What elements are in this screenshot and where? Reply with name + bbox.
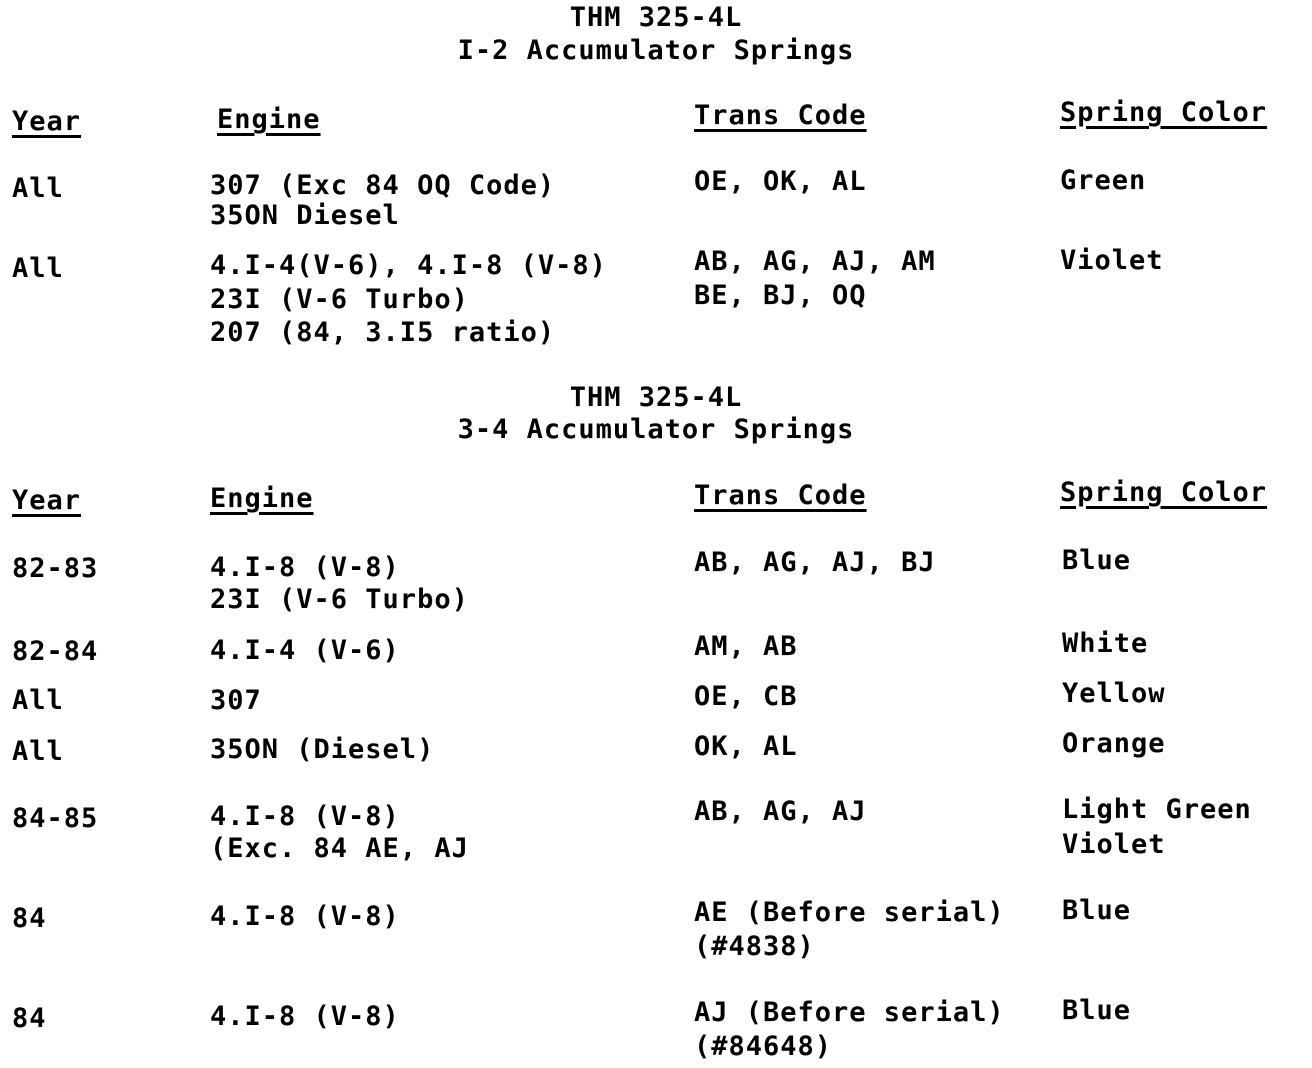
table-row-engine-line: 4.I-8 (V-8) xyxy=(210,1001,400,1032)
section1-header-year: Year xyxy=(12,106,82,137)
table-row-engine-line: 207 (84, 3.I5 ratio) xyxy=(210,317,556,348)
table-row-trans-code: AB, AG, AJ xyxy=(694,796,867,827)
table-row-engine-line: 4.I-4 (V-6) xyxy=(210,635,400,666)
table-row-spring-color: White xyxy=(1062,628,1149,659)
table-row-year: 82-83 xyxy=(12,553,99,584)
table-row-engine-line: 23I (V-6 Turbo) xyxy=(210,284,469,315)
table-row-spring-color: Light Green xyxy=(1062,794,1252,825)
table-row-engine-line: 4.I-8 (V-8) xyxy=(210,901,400,932)
table-row-trans-code: AB, AG, AJ, AM xyxy=(694,246,936,277)
table-row-engine-line: 4.I-8 (V-8) xyxy=(210,801,400,832)
table-row-trans-code: OE, CB xyxy=(694,681,798,712)
table-row-trans-code: (#84648) xyxy=(694,1031,833,1062)
table-row-trans-code: AB, AG, AJ, BJ xyxy=(694,547,936,578)
table-row-spring-color: Violet xyxy=(1062,829,1166,860)
table-row-trans-code: AE (Before serial) xyxy=(694,897,1005,928)
section1-header-engine: Engine xyxy=(217,104,321,135)
table-row-year: All xyxy=(12,173,64,204)
table-row-year: 84-85 xyxy=(12,803,99,834)
section2-header-spring-color: Spring Color xyxy=(1060,477,1268,508)
table-row-spring-color: Blue xyxy=(1062,895,1132,926)
table-row-year: 84 xyxy=(12,1003,47,1034)
table-row-spring-color: Violet xyxy=(1060,245,1164,276)
table-row-year: All xyxy=(12,685,64,716)
table-row-engine-line: 307 (Exc 84 OQ Code) xyxy=(210,170,556,201)
table-row-spring-color: Orange xyxy=(1062,728,1166,759)
table-row-trans-code: BE, BJ, OQ xyxy=(694,280,867,311)
table-row-trans-code: OK, AL xyxy=(694,731,798,762)
table-row-engine-line: 35ON (Diesel) xyxy=(210,734,435,765)
table-row-trans-code: AJ (Before serial) xyxy=(694,997,1005,1028)
table-row-engine-line: 4.I-8 (V-8) xyxy=(210,552,400,583)
table-row-engine-line: 35ON Diesel xyxy=(210,200,400,231)
section1-title-line1: THM 325-4L xyxy=(569,2,743,33)
table-row-trans-code: AM, AB xyxy=(694,631,798,662)
table-row-spring-color: Blue xyxy=(1062,545,1132,576)
table-row-trans-code: (#4838) xyxy=(694,931,815,962)
table-row-year: All xyxy=(12,253,64,284)
section2-title-line2: 3-4 Accumulator Springs xyxy=(457,414,855,445)
table-row-year: All xyxy=(12,736,64,767)
table-row-engine-line: (Exc. 84 AE, AJ xyxy=(210,833,469,864)
table-row-engine-line: 23I (V-6 Turbo) xyxy=(210,584,469,615)
table-row-year: 84 xyxy=(12,903,47,934)
table-row-spring-color: Blue xyxy=(1062,995,1132,1026)
section2-header-engine: Engine xyxy=(210,483,314,514)
section1-header-trans-code: Trans Code xyxy=(694,100,867,131)
table-row-year: 82-84 xyxy=(12,636,99,667)
table-row-engine-line: 4.I-4(V-6), 4.I-8 (V-8) xyxy=(210,250,607,281)
section1-title-line2: I-2 Accumulator Springs xyxy=(457,35,855,66)
table-row-spring-color: Yellow xyxy=(1062,678,1166,709)
section2-header-year: Year xyxy=(12,485,82,516)
section2-title-line1: THM 325-4L xyxy=(569,382,743,413)
table-row-trans-code: OE, OK, AL xyxy=(694,166,867,197)
section1-header-spring-color: Spring Color xyxy=(1060,97,1268,128)
table-row-engine-line: 307 xyxy=(210,685,262,716)
table-row-spring-color: Green xyxy=(1060,165,1147,196)
section2-header-trans-code: Trans Code xyxy=(694,480,867,511)
